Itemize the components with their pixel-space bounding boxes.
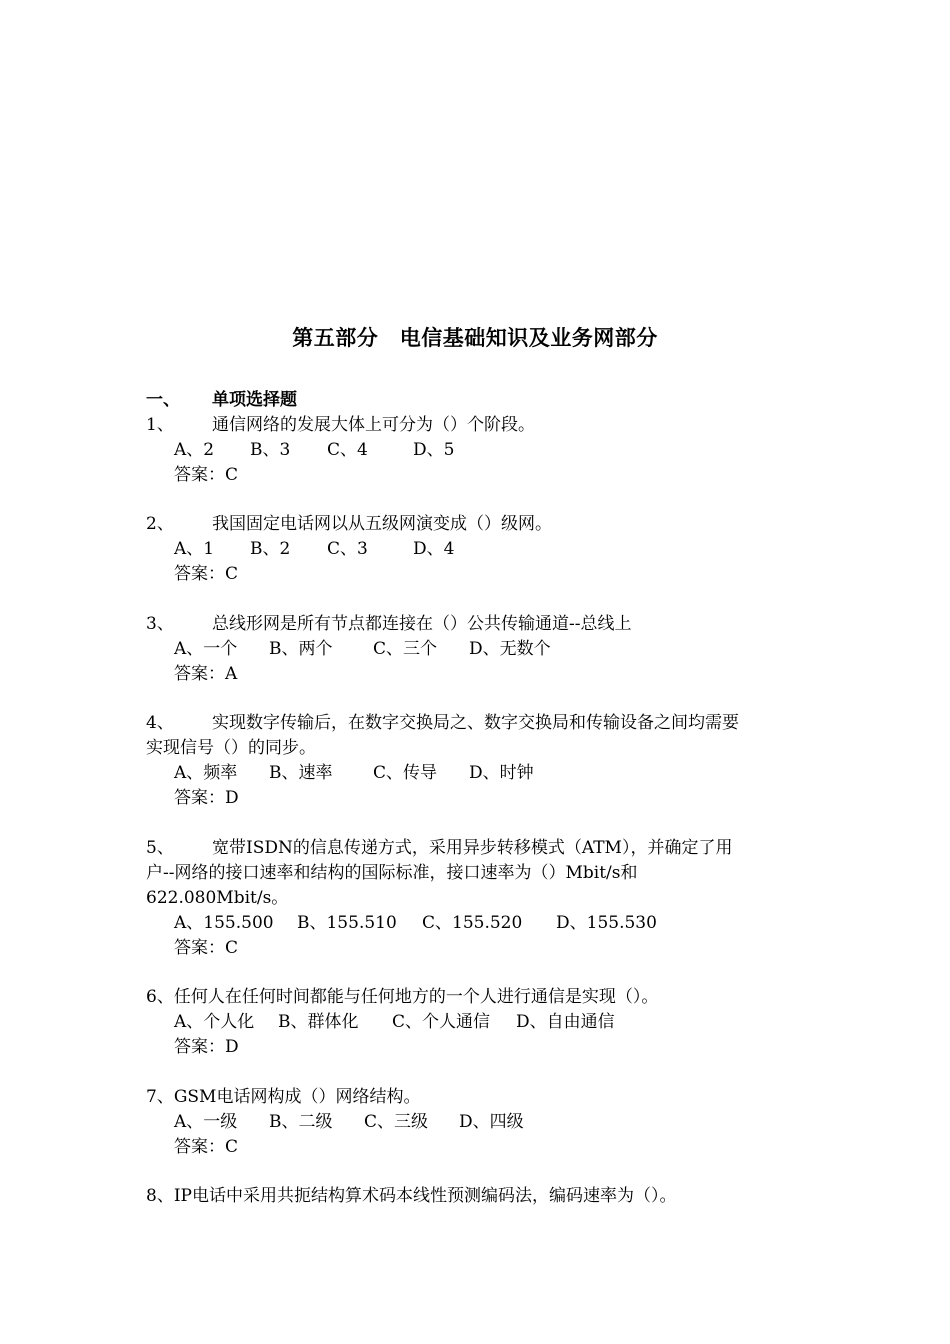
question-8: 8、IP电话中采用共扼结构算术码本线性预测编码法，编码速率为（）。 [146, 1186, 677, 1206]
question-7: 7、GSM电话网构成（）网络结构。 [146, 1087, 421, 1107]
question-2: 2、 我国固定电话网以从五级网演变成（）级网。 [146, 514, 552, 534]
section-heading: 一、 单项选择题 [146, 390, 297, 410]
question-5: 5、 宽带ISDN的信息传递方式，采用异步转移模式（ATM），并确定了用 [146, 838, 733, 858]
question-1: 1、 通信网络的发展大体上可分为（）个阶段。 [146, 415, 535, 435]
question-6: 6、任何人在任何时间都能与任何地方的一个人进行通信是实现（）。 [146, 987, 659, 1007]
question-5-answer: 答案：C [174, 938, 239, 958]
question-7-options: A、一级 B、二级 C、三级 D、四级 [174, 1112, 524, 1132]
question-1-answer: 答案：C [174, 465, 239, 485]
question-2-options: A、1 B、2 C、3 D、4 [174, 539, 455, 559]
question-5-continued-2: 622.080Mbit/s。 [146, 888, 289, 908]
question-3: 3、 总线形网是所有节点都连接在（）公共传输通道--总线上 [146, 614, 632, 634]
question-4-options: A、频率 B、速率 C、传导 D、时钟 [174, 763, 534, 783]
page-title: 第五部分 电信基础知识及业务网部分 [292, 326, 658, 350]
question-5-options: A、155.500 B、155.510 C、155.520 D、155.530 [174, 913, 657, 933]
question-7-answer: 答案：C [174, 1137, 239, 1157]
question-5-continued: 户--网络的接口速率和结构的国际标准，接口速率为（）Mbit/s和 [146, 863, 638, 883]
question-4-continued: 实现信号（）的同步。 [146, 738, 316, 758]
question-2-answer: 答案：C [174, 564, 239, 584]
question-3-answer: 答案：A [174, 664, 238, 684]
question-6-answer: 答案：D [174, 1037, 239, 1057]
question-4: 4、 实现数字传输后，在数字交换局之、数字交换局和传输设备之间均需要 [146, 713, 739, 733]
question-1-options: A、2 B、3 C、4 D、5 [174, 440, 455, 460]
question-6-options: A、个人化 B、群体化 C、个人通信 D、自由通信 [174, 1012, 615, 1032]
question-3-options: A、一个 B、两个 C、三个 D、无数个 [174, 639, 551, 659]
question-4-answer: 答案：D [174, 788, 239, 808]
